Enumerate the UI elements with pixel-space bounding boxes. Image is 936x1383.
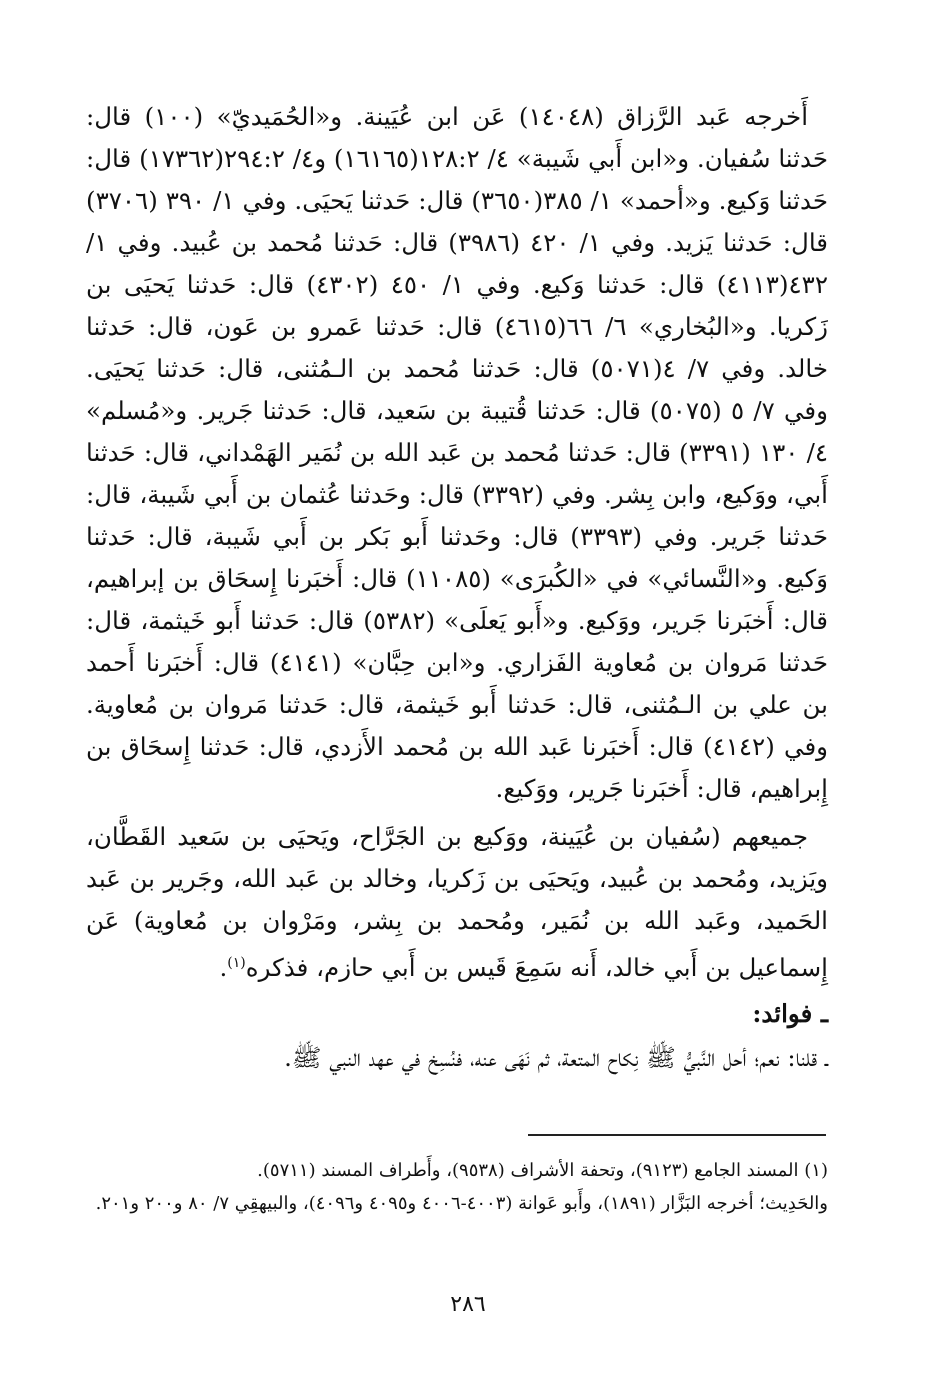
- benefits-title: ـ فوائد:: [752, 999, 828, 1029]
- footnote-reference[interactable]: (١): [227, 955, 246, 971]
- footnotes: [86, 1154, 828, 1220]
- narrators-text: جميعهم (سُفيان بن عُيَينة، ووَكيع بن الجَرَّاح، ويَحيَى بن سَعيد القَطَّان، ويَزيد، ومُحمد بن عُبيد، ويَحيَى بن زَكريا، وخالد بن عَبد الله، وجَرير بن عَبد الحَميد، وعَبد الله بن نُمَير، ومُحمد بن بِشر، ومَرْوان بن مُعاوية) عَن إِسماعيل بن أَبي خالد، أَنه سَمِعَ قَيس بن أَبي حازم، فذكره: [86, 822, 828, 983]
- benefits-section: [86, 993, 828, 1079]
- page-number: ٢٨٦: [450, 1292, 486, 1317]
- footnote-divider: [528, 1134, 826, 1136]
- narrators-paragraph: جميعهم (سُفيان بن عُيَينة، ووَكيع بن الجَرَّاح، ويَحيَى بن سَعيد القَطَّان، ويَزيد، ومُحمد بن عُبيد، ويَحيَى بن زَكريا، وخالد بن عَبد الله، وجَرير بن عَبد الحَميد، وعَبد الله بن نُمَير، ومُحمد بن بِشر، ومَرْوان بن مُعاوية) عَن إِسماعيل بن أَبي خالد، أَنه سَمِعَ قَيس بن أَبي حازم، فذكره$^{(١)}$.: [86, 822, 828, 983]
- page-body: [86, 96, 828, 1079]
- footnote-2: والحَدِيث؛ أخرجه البَزَّار (١٨٩١)، وأَبو عَوانة (٤٠٠٣-٤٠٠٦ و٤٠٩٥ و٤٠٩٦)، والبيهقِي ٧/ ٨٠ و٢٠٠ و٢٠١.: [95, 1193, 828, 1214]
- main-text: [86, 96, 828, 989]
- benefits-item: ـ قلنا: نعم؛ أحل النَّبيُّ ﷺ نِكاح المتعة، ثم نَهَى عنه، فنُسِخ في عهد النبي ﷺ.: [284, 1043, 828, 1073]
- footnote-1: (١) المسند الجامع (٩١٢٣)، وتحفة الأشراف (٩٥٣٨)، وأَطراف المسند (٥٧١١).: [257, 1160, 828, 1181]
- takhrij-paragraph: أَخرجه عَبد الرَّزاق (١٤٠٤٨) عَن ابن عُيَينة. و«الحُمَيديّ» (١٠٠) قال: حَدثنا سُفيان. و«ابن أَبي شَيبة» ٤/ ١٢٨:٢(١٦١٦٥) و٤/ ٢٩٤:٢(١٧٣٦٢) قال: حَدثنا وَكيع. و«أحمد» ١/ ٣٨٥(٣٦٥٠) قال: حَدثنا يَحيَى. وفي ١/ ٣٩٠ (٣٧٠٦) قال: حَدثنا يَزيد. وفي ١/ ٤٢٠ (٣٩٨٦) قال: حَدثنا مُحمد بن عُبيد. وفي ١/ ٤٣٢(٤١١٣) قال: حَدثنا وَكيع. وفي ١/ ٤٥٠ (٤٣٠٢) قال: حَدثنا يَحيَى بن زَكريا. و«البُخاري» ٦/ ٦٦(٤٦١٥) قال: حَدثنا عَمرو بن عَون، قال: حَدثنا خالد. وفي ٧/ ٤(٥٠٧١) قال: حَدثنا مُحمد بن الـمُثنى، قال: حَدثنا يَحيَى. وفي ٧/ ٥ (٥٠٧٥) قال: حَدثنا قُتيبة بن سَعيد، قال: حَدثنا جَرير. و«مُسلم» ٤/ ١٣٠ (٣٣٩١) قال: حَدثنا مُحمد بن عَبد الله بن نُمَير الهَمْداني، قال: حَدثنا أَبي، ووَكيع، وابن بِشر. وفي (٣٣٩٢) قال: وحَدثنا عُثمان بن أَبي شَيبة، قال: حَدثنا جَرير. وفي (٣٣٩٣) قال: وحَدثنا أَبو بَكر بن أَبي شَيبة، قال: حَدثنا وَكيع. و«النَّسائي» في «الكُبرَى» (١١٠٨٥) قال: أَخبَرنا إِسحَاق بن إبراهيم، قال: أَخبَرنا جَرير، ووَكيع. و«أَبو يَعلَى» (٥٣٨٢) قال: حَدثنا أَبو خَيثمة، قال: حَدثنا مَروان بن مُعاوية الفَزاري. و«ابن حِبَّان» (٤١٤١) قال: أَخبَرنا أَحمد بن علي بن الـمُثنى، قال: حَدثنا أَبو خَيثمة، قال: حَدثنا مَروان بن مُعاوية. وفي (٤١٤٢) قال: أَخبَرنا عَبد الله بن مُحمد الأَزدي، قال: حَدثنا إِسحَاق بن إِبراهيم، قال: أَخبَرنا جَرير، ووَكيع.: [86, 102, 829, 803]
